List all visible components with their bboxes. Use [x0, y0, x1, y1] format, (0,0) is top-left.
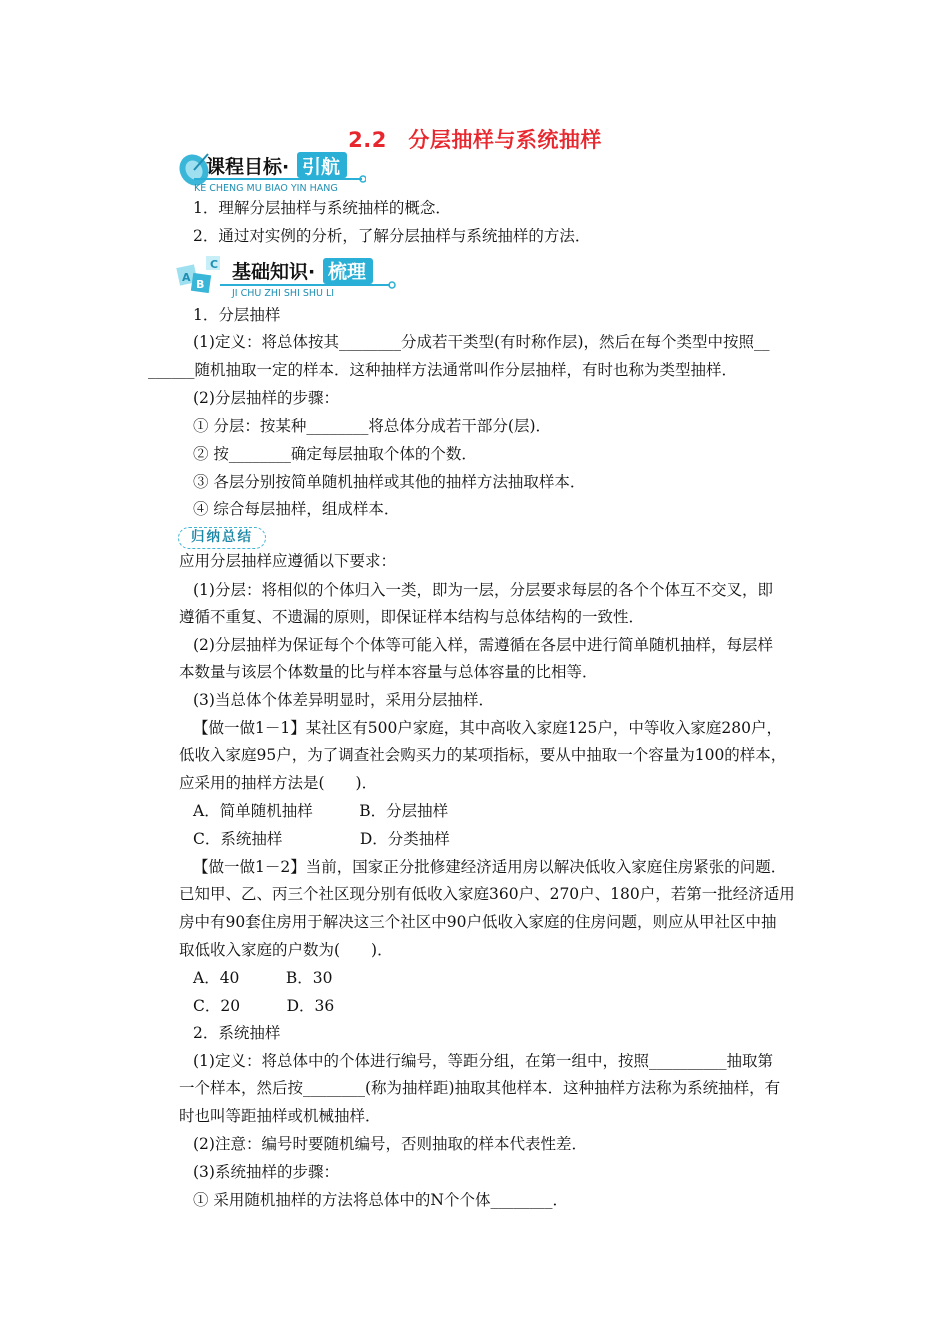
section-heading-stratified: 1．分层抽样	[193, 306, 281, 324]
text-line: 时也叫等距抽样或机械抽样．	[179, 1107, 381, 1125]
text-line: 已知甲、乙、丙三个社区现分别有低收入家庭360户、270户、180户，若第一批经济适用	[179, 885, 795, 903]
banner1-sub: KE CHENG MU BIAO YIN HANG	[194, 183, 338, 194]
goal-line-1: 1．理解分层抽样与系统抽样的概念．	[193, 199, 451, 217]
svg-text:A: A	[182, 271, 191, 284]
text-line: ① 分层：按某种________将总体分成若干部分(层)．	[193, 417, 552, 435]
banner2-highlight: 梳理	[328, 261, 367, 283]
svg-text:C: C	[210, 258, 219, 271]
text-line: 本数量与该层个体数量的比与样本容量与总体容量的比相等．	[179, 663, 598, 681]
section-banner-basic-knowledge	[176, 254, 406, 300]
text-line: 低收入家庭95户，为了调查社会购买力的某项指标，要从中抽取一个容量为100的样本，	[179, 746, 787, 764]
text-line: (3)系统抽样的步骤：	[193, 1163, 339, 1181]
option-line: A．40 B．30	[193, 969, 333, 987]
text-line: (2)分层抽样的步骤：	[193, 389, 339, 407]
text-line: (2)分层抽样为保证每个个体等可能入样，需遵循在各层中进行简单随机抽样，每层样	[193, 636, 773, 654]
text-line: 房中有90套住房用于解决这三个社区中90户低收入家庭的住房问题，则应从甲社区中抽	[179, 913, 777, 931]
text-line: ① 采用随机抽样的方法将总体中的N个个体________．	[193, 1191, 568, 1209]
section-banner-course-goals	[176, 148, 366, 196]
text-line: 取低收入家庭的户数为( )．	[179, 941, 393, 959]
text-line: ④ 综合每层抽样，组成样本．	[193, 500, 400, 518]
option-line: A．简单随机抽样 B．分层抽样	[193, 802, 449, 820]
text-line: (1)定义：将总体按其________分成若干类型(有时称作层)，然后在每个类型中按照__	[193, 333, 770, 351]
section-heading-systematic: 2．系统抽样	[193, 1024, 281, 1042]
text-line: 遵循不重复、不遗漏的原则，即保证样本结构与总体结构的一致性．	[179, 608, 645, 626]
exercise-1-1: 【做一做1－1】某社区有500户家庭，其中高收入家庭125户，中等收入家庭280户，	[193, 719, 782, 737]
text-line: 应采用的抽样方法是( )．	[179, 774, 378, 792]
abc-blocks-icon	[176, 256, 220, 293]
text-line: ______随机抽取一定的样本．这种抽样方法通常叫作分层抽样，有时也称为类型抽样．	[148, 361, 738, 379]
text-line: (1)分层：将相似的个体归入一类，即为一层，分层要求每层的各个个体互不交叉，即	[193, 581, 773, 599]
banner1-highlight: 引航	[302, 156, 341, 178]
banner1-main: 课程目标·	[206, 156, 290, 178]
svg-text:B: B	[196, 278, 205, 291]
option-line: C．20 D．36	[193, 997, 335, 1015]
text-line: (1)定义：将总体中的个体进行编号，等距分组，在第一组中，按照__________抽取第	[193, 1052, 773, 1070]
text-line: ② 按________确定每层抽取个体的个数．	[193, 445, 477, 463]
banner2-main: 基础知识·	[232, 261, 316, 283]
option-line: C．系统抽样 D．分类抽样	[193, 830, 450, 848]
banner2-sub: JI CHU ZHI SHI SHU LI	[232, 288, 335, 299]
text-line: 一个样本，然后按________(称为抽样距)抽取其他样本．这种抽样方法称为系统抽样，有	[179, 1079, 781, 1097]
page-title: 2.2 分层抽样与系统抽样	[348, 128, 602, 152]
goal-line-2: 2．通过对实例的分析，了解分层抽样与系统抽样的方法．	[193, 227, 591, 245]
text-line: (2)注意：编号时要随机编号，否则抽取的样本代表性差．	[193, 1135, 587, 1153]
text-line: 应用分层抽样应遵循以下要求：	[179, 552, 397, 570]
text-line: (3)当总体个体差异明显时，采用分层抽样．	[193, 691, 494, 709]
text-line: ③ 各层分别按简单随机抽样或其他的抽样方法抽取样本．	[193, 473, 586, 491]
exercise-1-2: 【做一做1－2】当前，国家正分批修建经济适用房以解决低收入家庭住房紧张的问题．	[193, 858, 787, 876]
summary-badge: 归纳总结	[178, 527, 266, 549]
